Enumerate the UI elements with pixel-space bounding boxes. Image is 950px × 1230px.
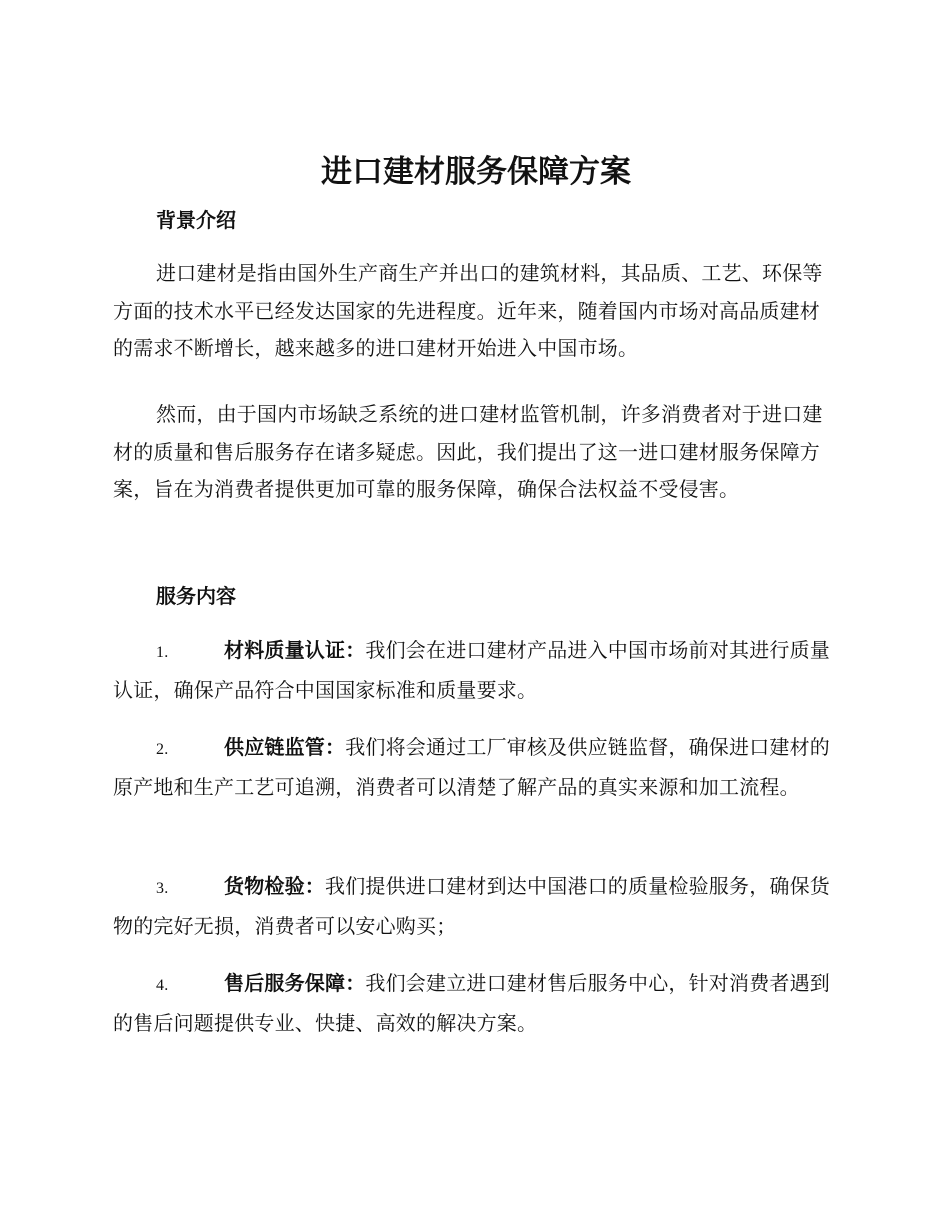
background-paragraph-2: 然而，由于国内市场缺乏系统的进口建材监管机制，许多消费者对于进口建材的质量和售后服务存在诸多疑虑。因此，我们提出了这一进口建材服务保障方案，旨在为消费者提供更加可靠的服务保障，确保合法权益不受侵害。	[113, 402, 823, 501]
document-title: 进口建材服务保障方案	[321, 154, 631, 190]
list-number: 3.	[156, 880, 169, 897]
service-item-label: 材料质量认证：	[224, 638, 366, 662]
service-item-text: 我们会建立进口建材售后服务中心，针对消费者遇到的售后问题提供专业、快捷、高效的解决方案。	[113, 971, 831, 1035]
service-item-label: 货物检验：	[224, 874, 325, 898]
service-item-quality-certification	[113, 632, 839, 709]
background-paragraph-1: 进口建材是指由国外生产商生产并出口的建筑材料，其品质、工艺、环保等方面的技术水平已经发达国家的先进程度。近年来，随着国内市场对高品质建材的需求不断增长，越来越多的进口建材开始进入中国市场。	[113, 261, 823, 360]
list-number: 4.	[156, 977, 169, 994]
service-item-inspection	[113, 868, 839, 945]
service-item-text: 我们会在进口建材产品进入中国市场前对其进行质量认证，确保产品符合中国国家标准和质量要求。	[113, 638, 831, 702]
service-item-after-sales	[113, 965, 839, 1042]
list-number: 2.	[156, 741, 169, 758]
service-item-label: 售后服务保障：	[224, 971, 366, 995]
section-heading-background: 背景介绍	[156, 208, 236, 232]
list-number: 1.	[156, 644, 169, 661]
service-item-text: 我们提供进口建材到达中国港口的质量检验服务，确保货物的完好无损，消费者可以安心购买；	[113, 874, 830, 938]
service-item-supply-chain	[113, 729, 839, 806]
service-item-label: 供应链监管：	[224, 735, 346, 759]
service-item-text: 我们将会通过工厂审核及供应链监督，确保进口建材的原产地和生产工艺可追溯，消费者可以清楚了解产品的真实来源和加工流程。	[113, 735, 831, 799]
section-heading-services: 服务内容	[156, 584, 236, 608]
